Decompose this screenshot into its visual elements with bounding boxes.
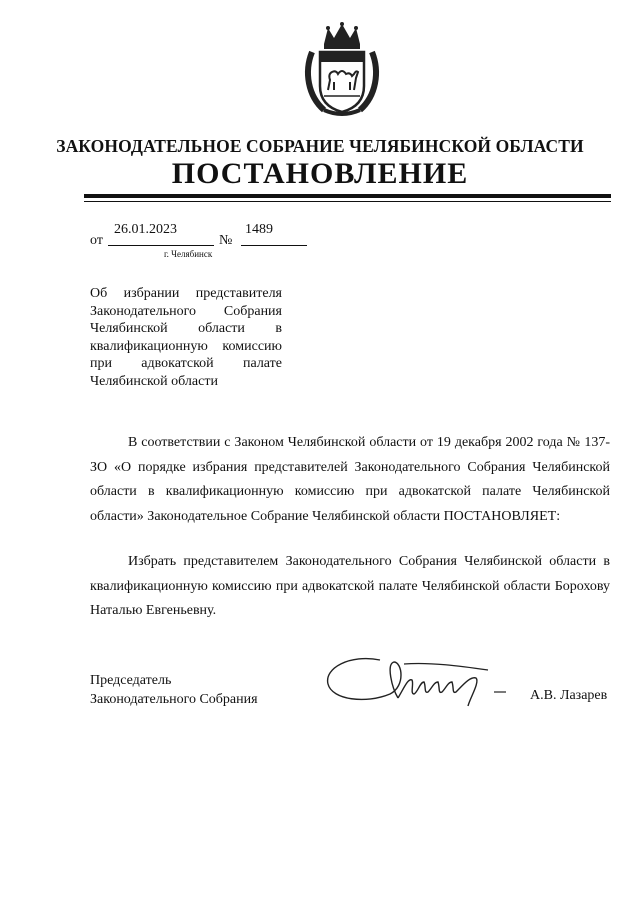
date-underline <box>108 245 214 246</box>
document-type-title: ПОСТАНОВЛЕНИЕ <box>171 157 469 190</box>
number-sign: № <box>219 233 233 248</box>
document-meta <box>84 222 344 262</box>
coat-of-arms-icon <box>294 22 390 118</box>
date-prefix: от <box>90 233 103 248</box>
signatory-title-line-1: Председатель <box>90 673 172 688</box>
body-paragraph-1: В соответствии с Законом Челябинской области от 19 декабря 2002 года № 137-ЗО «О порядке избрания представителей Законодательного Собрания Челябинской области в квалификационную комиссию при адвокатской палате Челябинской области» Законодательное Собрание Челябинской области ПОСТАНОВЛЯЕТ: <box>90 435 610 524</box>
document-subject: Об избрании представителя Законодательного Собрания Челябинской области в квалификационную комиссию при адвокатской палате Челябинской области <box>90 286 282 389</box>
header-divider-thin <box>84 201 611 202</box>
number-underline <box>241 245 307 246</box>
organization-title: ЗАКОНОДАТЕЛЬНОЕ СОБРАНИЕ ЧЕЛЯБИНСКОЙ ОБЛАСТИ <box>56 136 584 156</box>
document-date: 26.01.2023 <box>114 222 177 237</box>
handwritten-signature-icon <box>320 648 510 712</box>
signer-name: А.В. Лазарев <box>530 688 608 703</box>
body-paragraph-2: Избрать представителем Законодательного Собрания Челябинской области в квалификационную комиссию при адвокатской палате Челябинской области Борохову Наталью Евгеньевну. <box>90 554 610 618</box>
signatory-title-line-2: Законодательного Собрания <box>90 691 258 707</box>
signatory-title <box>90 672 258 709</box>
document-city: г. Челябинск <box>164 249 213 259</box>
document-number: 1489 <box>245 222 273 237</box>
header-divider-thick <box>84 194 611 198</box>
